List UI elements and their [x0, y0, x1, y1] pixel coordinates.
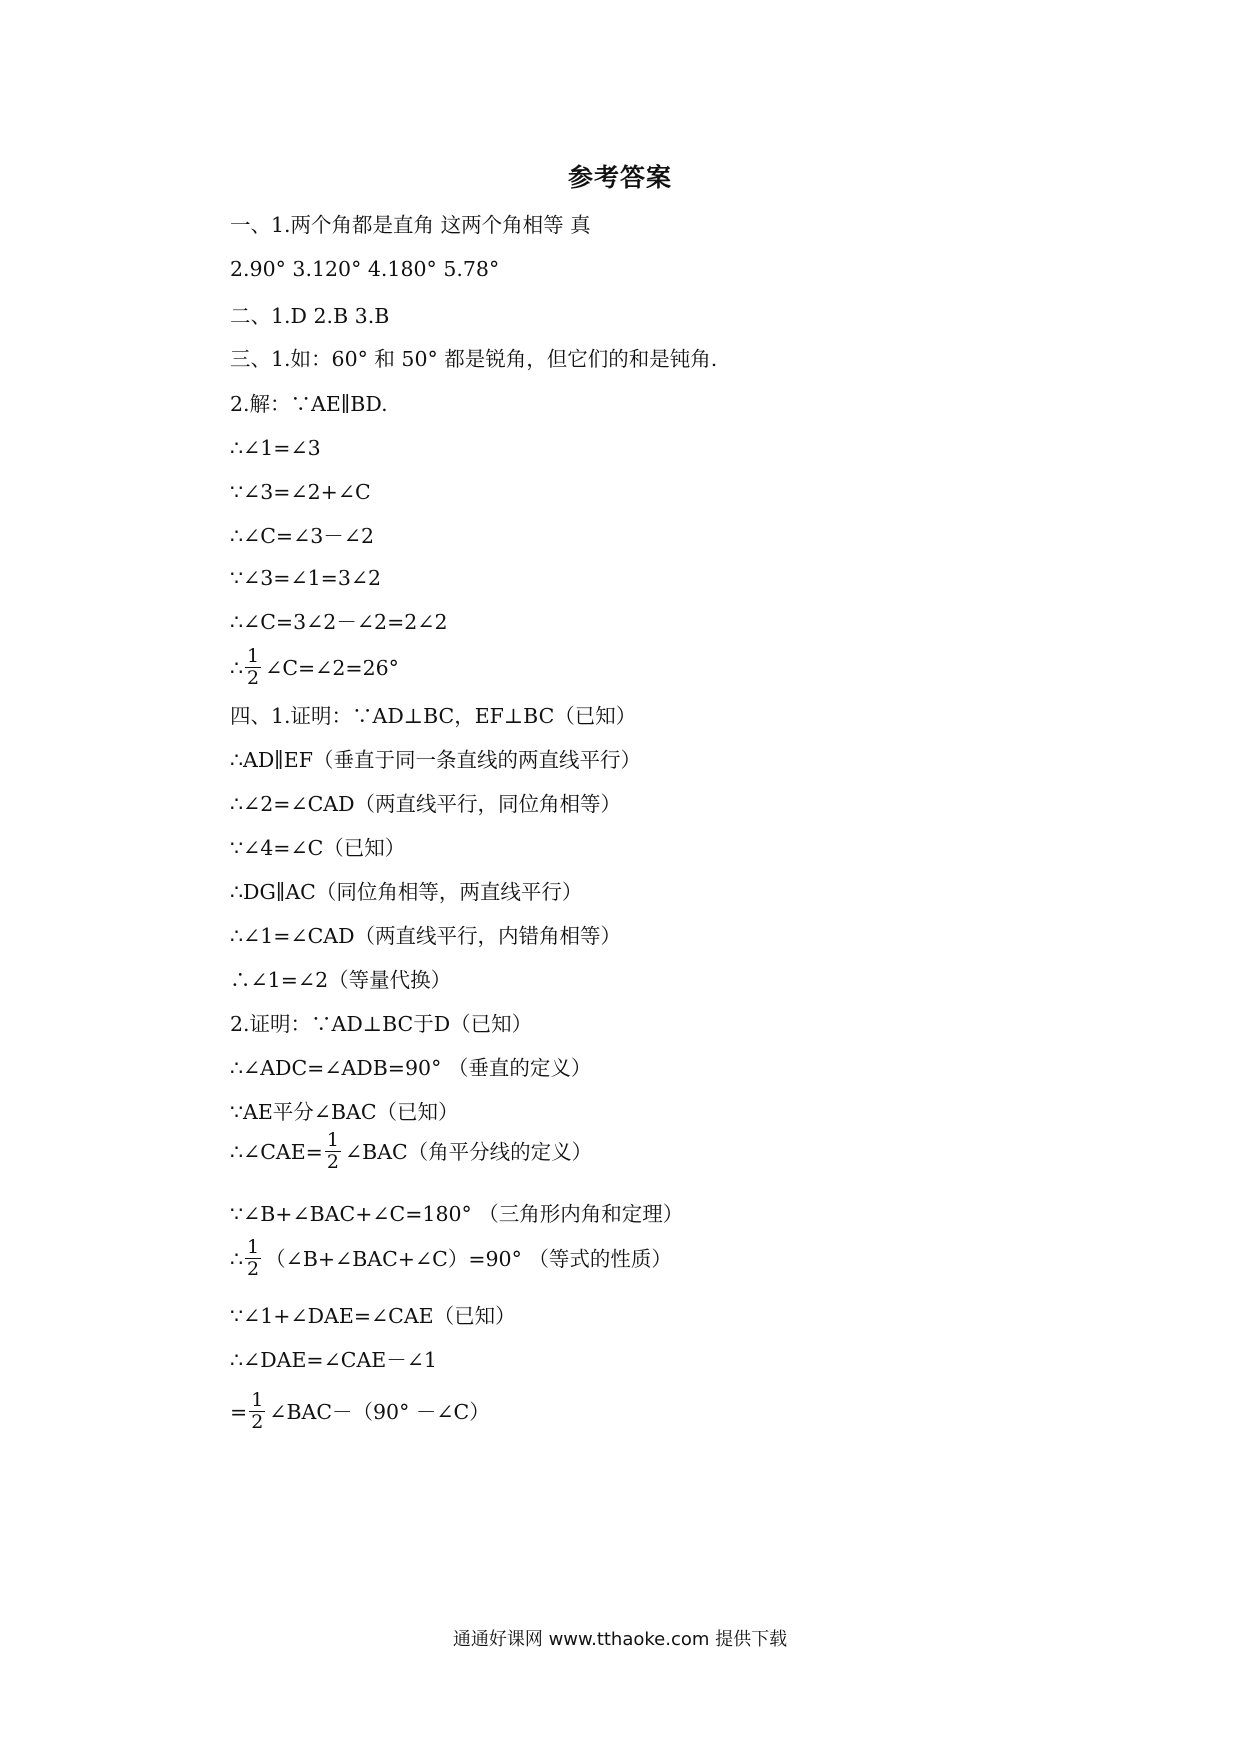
answer-line: ∴∠1=∠3 [230, 436, 321, 460]
line-suffix: ∠C=∠2=26° [265, 655, 399, 680]
fraction [245, 646, 261, 689]
line-suffix: ∠BAC－（90° －∠C） [269, 1399, 490, 1424]
answer-line: 2.90° 3.120° 4.180° 5.78° [230, 257, 500, 281]
answer-line: ∴∠2=∠CAD（两直线平行，同位角相等） [230, 792, 622, 816]
answer-line: ∴∠DAE=∠CAE－∠1 [230, 1348, 437, 1372]
answer-line [230, 1130, 592, 1173]
answer-line: ∵AE平分∠BAC（已知） [230, 1100, 459, 1124]
fraction-numerator: 1 [326, 1129, 339, 1151]
answer-line: ∴∠C=3∠2－∠2=2∠2 [230, 610, 448, 634]
answer-line: 三、1.如：60° 和 50° 都是锐角，但它们的和是钝角. [230, 347, 718, 371]
answer-line: ∵∠4=∠C（已知） [230, 836, 406, 860]
line-prefix: = [230, 1399, 248, 1424]
fraction-numerator: 1 [247, 1236, 260, 1258]
answer-line: ∴∠C=∠3－∠2 [230, 524, 375, 548]
answer-line: ∴AD∥EF（垂直于同一条直线的两直线平行） [230, 748, 641, 772]
answer-line [230, 1237, 672, 1280]
fraction [245, 1237, 261, 1280]
fraction-denominator: 2 [247, 667, 260, 689]
fraction-denominator: 2 [251, 1411, 264, 1433]
answer-line: ∴∠1=∠2（等量代换） [230, 968, 452, 992]
fraction-numerator: 1 [247, 645, 260, 667]
line-prefix: ∴ [230, 1246, 244, 1271]
line-suffix: ∠BAC（角平分线的定义） [344, 1139, 593, 1164]
fraction-denominator: 2 [326, 1151, 339, 1173]
answer-line: ∵∠1+∠DAE=∠CAE（已知） [230, 1304, 516, 1328]
answer-line: ∵∠3=∠2+∠C [230, 480, 371, 504]
fraction [249, 1390, 265, 1433]
answer-line: ∴DG∥AC（同位角相等，两直线平行） [230, 880, 583, 904]
line-prefix: ∴∠CAE= [230, 1139, 323, 1164]
fraction [325, 1130, 341, 1173]
fraction-numerator: 1 [251, 1389, 264, 1411]
page-title: 参考答案 [567, 163, 672, 192]
answer-line: ∵∠B+∠BAC+∠C=180° （三角形内角和定理） [230, 1202, 684, 1226]
answer-line: ∵∠3=∠1=3∠2 [230, 566, 382, 590]
answer-line: ∴∠1=∠CAD（两直线平行，内错角相等） [230, 924, 622, 948]
answer-line: 2.证明：∵AD⊥BC于D（已知） [230, 1012, 533, 1036]
footer-note: 通通好课网 www.tthaoke.com 提供下载 [452, 1629, 788, 1650]
line-suffix: （∠B+∠BAC+∠C）=90° （等式的性质） [265, 1246, 672, 1271]
answer-line: 四、1.证明：∵AD⊥BC，EF⊥BC（已知） [230, 704, 637, 728]
answer-line [230, 1390, 490, 1433]
answer-line: 一、1.两个角都是直角 这两个角相等 真 [230, 213, 591, 237]
answer-line: 二、1.D 2.B 3.B [230, 304, 390, 328]
line-prefix: ∴ [230, 655, 244, 680]
answer-line: 2.解：∵AE∥BD. [230, 392, 388, 416]
answer-line [230, 646, 399, 689]
answer-line: ∴∠ADC=∠ADB=90° （垂直的定义） [230, 1056, 592, 1080]
fraction-denominator: 2 [247, 1258, 260, 1280]
